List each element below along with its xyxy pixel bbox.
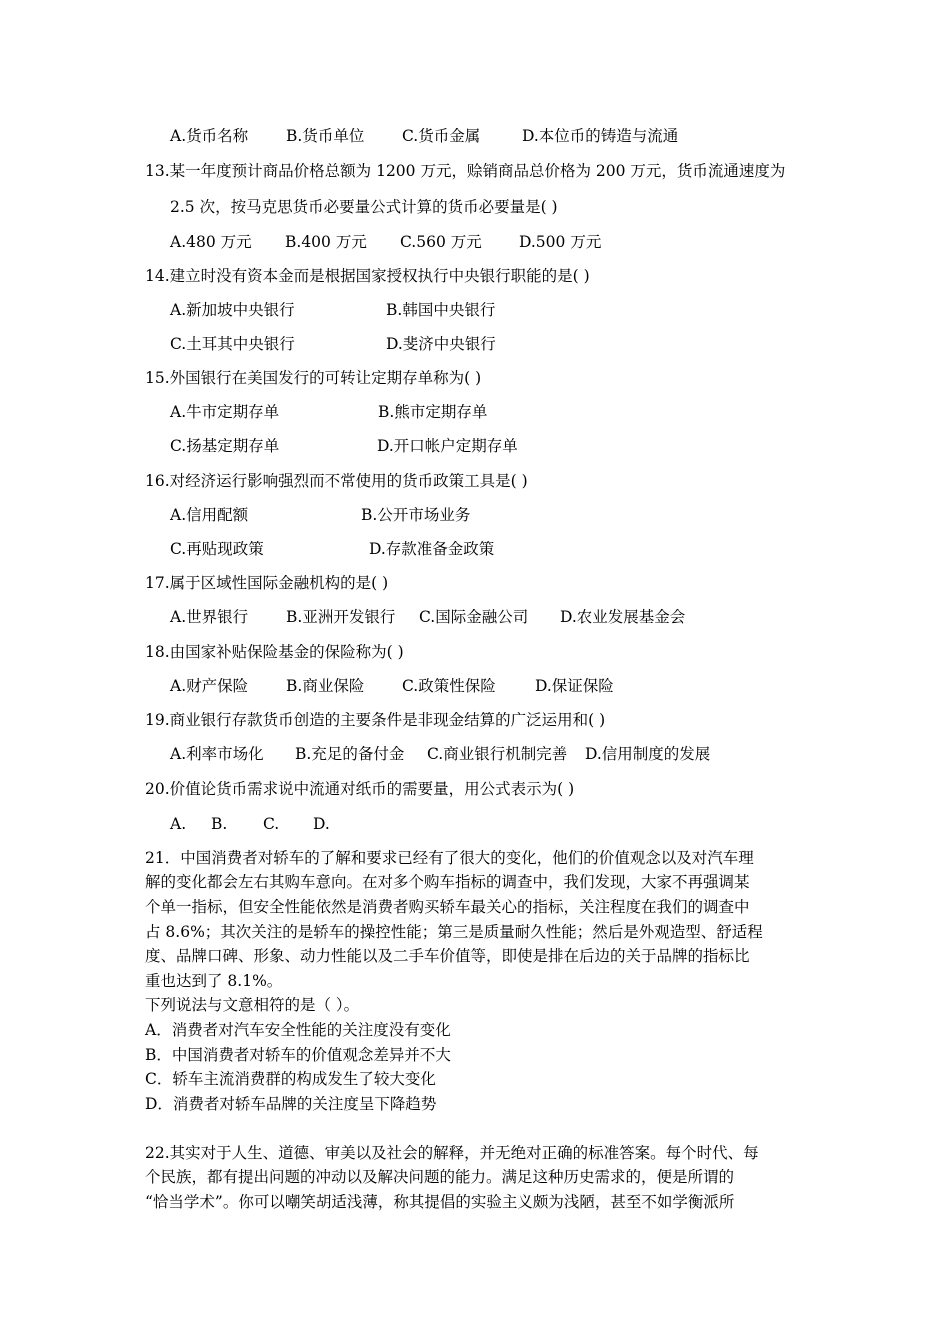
q13-option-d[interactable]: D.500 万元: [519, 233, 602, 251]
q19-stem: 19.商业银行存款货币创造的主要条件是非现金结算的广泛运用和( ): [145, 711, 606, 729]
q17-option-a[interactable]: A.世界银行: [170, 608, 249, 626]
q21-option-b[interactable]: B．中国消费者对轿车的价值观念差异并不大: [145, 1046, 451, 1064]
q13-option-a[interactable]: A.480 万元: [170, 233, 252, 251]
q21-passage-line1: 21．中国消费者对轿车的了解和要求已经有了很大的变化，他们的价值观念以及对汽车理: [145, 849, 754, 867]
q13-stem-line1: 13.某一年度预计商品价格总额为 1200 万元，赊销商品总价格为 200 万元，货币流通速度为: [145, 162, 786, 180]
q14-option-c[interactable]: C.土耳其中央银行: [170, 335, 295, 353]
q16-stem: 16.对经济运行影响强烈而不常使用的货币政策工具是( ): [145, 472, 528, 490]
q16-option-b[interactable]: B.公开市场业务: [361, 506, 471, 524]
q15-option-c[interactable]: C.扬基定期存单: [170, 437, 280, 455]
q20-option-c[interactable]: C.: [263, 815, 280, 833]
q20-option-d[interactable]: D.: [313, 815, 330, 833]
q15-option-b[interactable]: B.熊市定期存单: [378, 403, 488, 421]
q16-option-d[interactable]: D.存款准备金政策: [369, 540, 495, 558]
q13-stem-line2: 2.5 次，按马克思货币必要量公式计算的货币必要量是( ): [170, 198, 558, 216]
q21-option-d[interactable]: D．消费者对轿车品牌的关注度呈下降趋势: [145, 1095, 437, 1113]
q21-passage-line3: 个单一指标，但安全性能依然是消费者购买轿车最关心的指标，关注程度在我们的调查中: [145, 898, 750, 916]
q18-option-c[interactable]: C.政策性保险: [402, 677, 496, 695]
q12-option-b[interactable]: B.货币单位: [286, 127, 365, 145]
q13-option-b[interactable]: B.400 万元: [285, 233, 367, 251]
q15-stem: 15.外国银行在美国发行的可转让定期存单称为( ): [145, 369, 482, 387]
q12-option-d[interactable]: D.本位币的铸造与流通: [522, 127, 679, 145]
q15-option-d[interactable]: D.开口帐户定期存单: [377, 437, 518, 455]
q21-prompt: 下列说法与文意相符的是（ ）。: [145, 996, 360, 1014]
q17-option-b[interactable]: B.亚洲开发银行: [286, 608, 396, 626]
q20-stem: 20.价值论货币需求说中流通对纸币的需要量，用公式表示为( ): [145, 780, 575, 798]
q19-option-a[interactable]: A.利率市场化: [170, 745, 264, 763]
q19-option-b[interactable]: B.充足的备付金: [295, 745, 405, 763]
q20-option-b[interactable]: B.: [211, 815, 228, 833]
q22-passage-line3: “恰当学术”。你可以嘲笑胡适浅薄，称其提倡的实验主义颇为浅陋，甚至不如学衡派所: [145, 1193, 735, 1211]
q18-option-b[interactable]: B.商业保险: [286, 677, 365, 695]
q14-option-b[interactable]: B.韩国中央银行: [386, 301, 496, 319]
q18-option-d[interactable]: D.保证保险: [535, 677, 614, 695]
q12-option-c[interactable]: C.货币金属: [402, 127, 481, 145]
q16-option-a[interactable]: A.信用配额: [170, 506, 249, 524]
q19-option-c[interactable]: C.商业银行机制完善: [427, 745, 568, 763]
q21-passage-line2: 解的变化都会左右其购车意向。在对多个购车指标的调查中，我们发现，大家不再强调某: [145, 873, 750, 891]
q20-option-a[interactable]: A.: [170, 815, 187, 833]
q14-option-a[interactable]: A.新加坡中央银行: [170, 301, 295, 319]
q15-option-a[interactable]: A.牛市定期存单: [170, 403, 280, 421]
q21-option-c[interactable]: C．轿车主流消费群的构成发生了较大变化: [145, 1070, 436, 1088]
q18-option-a[interactable]: A.财产保险: [170, 677, 249, 695]
q12-option-a[interactable]: A.货币名称: [170, 127, 249, 145]
q17-stem: 17.属于区域性国际金融机构的是( ): [145, 574, 389, 592]
q21-option-a[interactable]: A．消费者对汽车安全性能的关注度没有变化: [145, 1021, 451, 1039]
q14-option-d[interactable]: D.斐济中央银行: [386, 335, 496, 353]
q21-passage-line6: 重也达到了 8.1%。: [145, 972, 283, 990]
q18-stem: 18.由国家补贴保险基金的保险称为( ): [145, 643, 404, 661]
q17-option-d[interactable]: D.农业发展基金会: [560, 608, 686, 626]
q21-passage-line5: 度、品牌口碑、形象、动力性能以及二手车价值等，即使是排在后边的关于品牌的指标比: [145, 947, 750, 965]
q13-option-c[interactable]: C.560 万元: [400, 233, 482, 251]
q17-option-c[interactable]: C.国际金融公司: [419, 608, 529, 626]
q19-option-d[interactable]: D.信用制度的发展: [585, 745, 711, 763]
q21-passage-line4: 占 8.6%；其次关注的是轿车的操控性能；第三是质量耐久性能；然后是外观造型、舒适程: [145, 923, 763, 941]
q14-stem: 14.建立时没有资本金而是根据国家授权执行中央银行职能的是( ): [145, 267, 590, 285]
q22-passage-line2: 个民族，都有提出问题的冲动以及解决问题的能力。满足这种历史需求的，便是所谓的: [145, 1168, 735, 1186]
q22-passage-line1: 22.其实对于人生、道德、审美以及社会的解释，并无绝对正确的标准答案。每个时代、每: [145, 1144, 759, 1162]
q16-option-c[interactable]: C.再贴现政策: [170, 540, 264, 558]
